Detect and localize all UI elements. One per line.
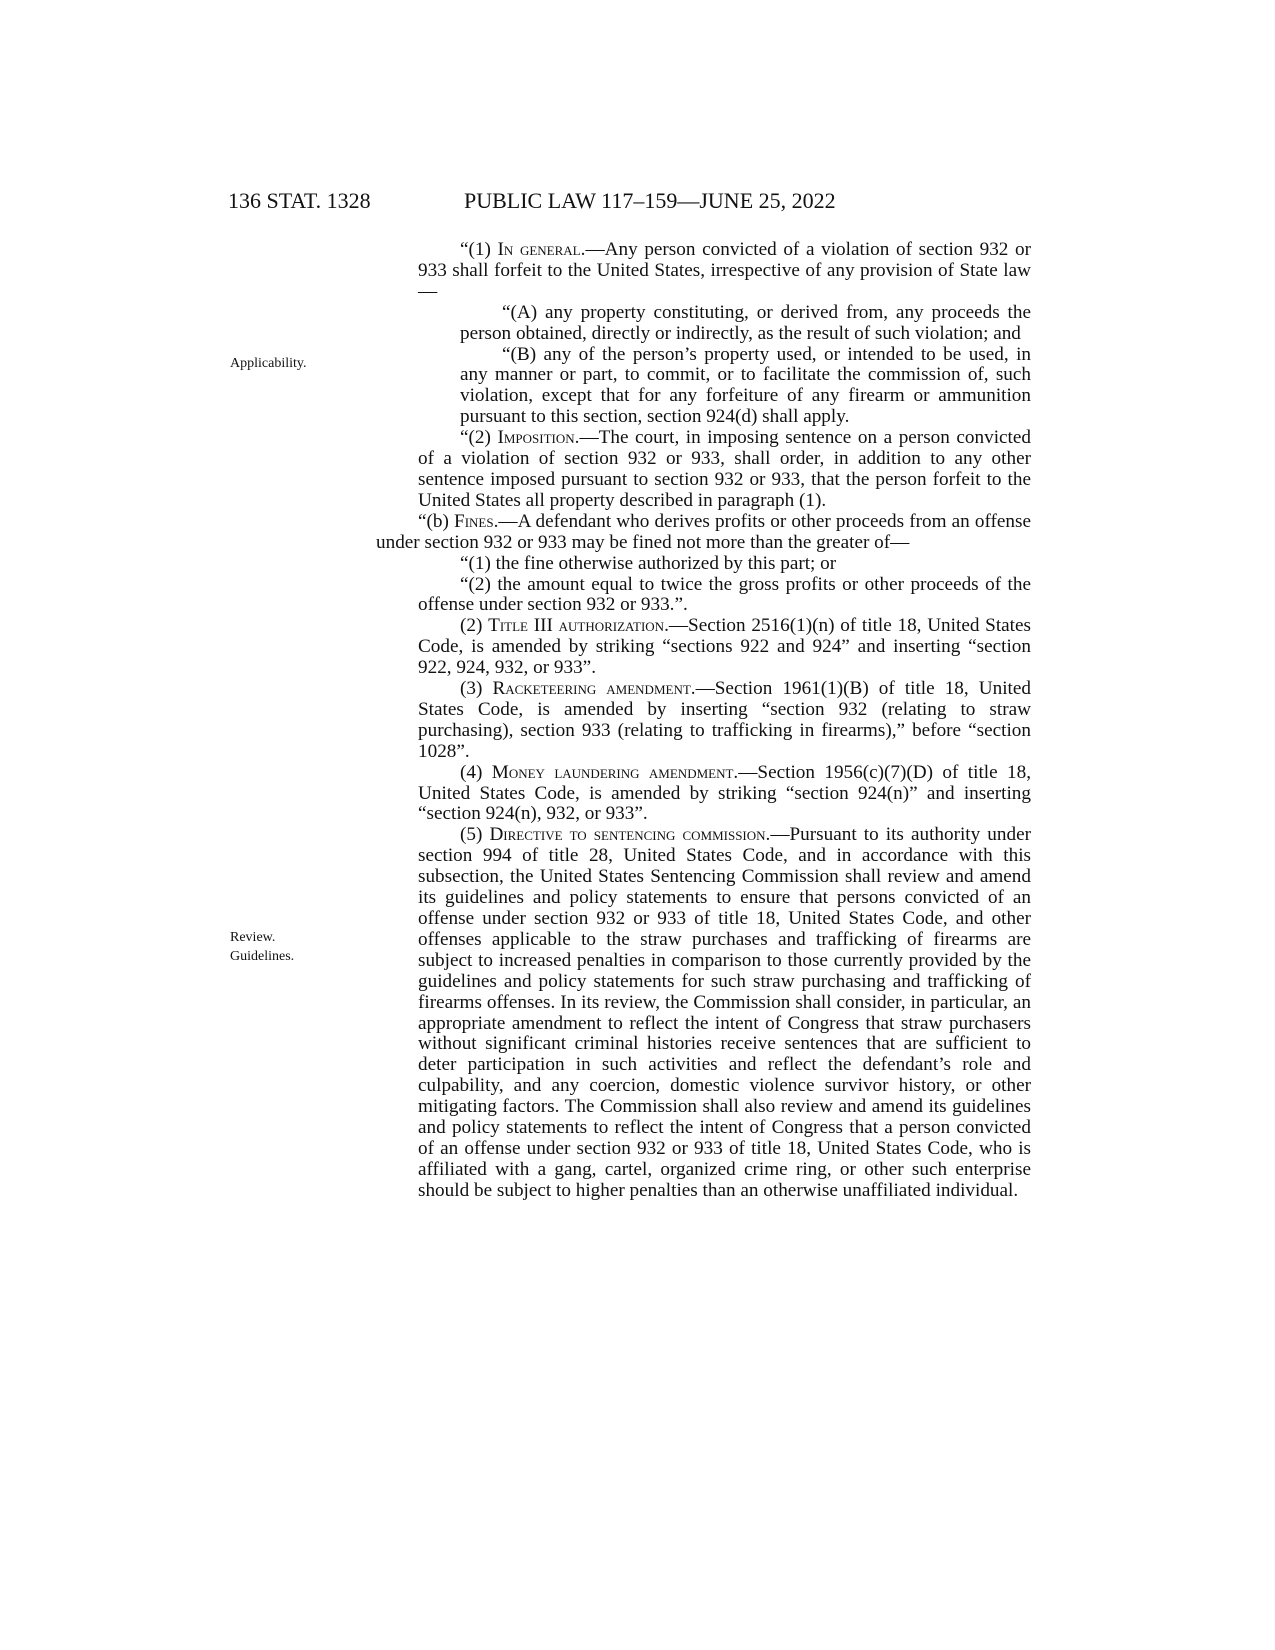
margin-note-applicability: Applicability. [230,356,307,371]
stat-citation: 136 STAT. 1328 [228,188,371,213]
paragraph-2-title-iii [376,616,1031,679]
paragraph-3-racketeering [376,679,1031,763]
paragraph-heading: Directive to sentencing commission [489,824,766,846]
paragraph-lead: (3) [460,678,493,700]
paragraph-text: .—A defendant who derives profits or other proceeds from an offense under section 932 or 933 may be fined not more than the greater of— [376,510,1031,553]
paragraph-lead: “(2) [460,427,498,449]
paragraph-text: .—Any person convicted of a violation of section 932 or 933 shall forfeit to the United States, irrespective of any provision of State law— [418,239,1032,302]
paragraph-lead: “(1) [460,239,498,260]
paragraph-text: “(1) the fine otherwise authorized by this part; or [460,552,837,574]
paragraph-b-fines [376,512,1031,554]
paragraph-text: “(2) the amount equal to twice the gross profits or other proceeds of the offense under section 932 or 933.”. [418,573,1031,616]
paragraph-heading: Fines [454,510,494,532]
margin-note-review: Review. [230,930,276,945]
paragraph-text: “(B) any of the person’s property used, or intended to be used, in any manner or part, to commit, or to facilitate the commission of, such violation, except that for any forfeiture of any firearm or ammunition pursuant to this section, section 924(d) shall apply. [460,343,1031,428]
paragraph-text: .—Pursuant to its authority under section 994 of title 28, United States Code, and in accordance with this subsection, the United States Sentencing Commission shall review and amend its guidelines and policy statements to ensure that persons convicted of an offense under section 932 or 933 of title 18, United States Code, and other offenses applicable to the straw purchases and trafficking of firearms are subject to increased penalties in comparison to those currently provided by the guidelines and policy statements for such straw purchasing and trafficking of firearms offenses. In its review, the Commission shall consider, in particular, an appropriate amendment to reflect the intent of Congress that straw purchasers without significant criminal histories receive sentences that are sufficient to deter participation in such activities and reflect the defendant’s role and culpability, and any coercion, domestic violence survivor history, or other mitigating factors. The Commission shall also review and amend its guidelines and policy statements to reflect the intent of Congress that a person convicted of an offense under section 932 or 933 of title 18, United States Code, who is affiliated with a gang, cartel, organized crime ring, or other such enterprise should be subject to higher penalties than an otherwise unaffiliated individual. [418,824,1031,1201]
paragraph-a2-imposition [376,428,1031,512]
paragraph-4-money-laundering [376,763,1031,826]
paragraph-text: .—The court, in imposing sentence on a person convicted of a violation of section 932 or 933, shall order, in addition to any other sentence imposed pursuant to section 932 or 933, that the person forfeit to the United States all property described in paragraph (1). [418,427,1031,511]
paragraph-text: “(A) any property constituting, or derived from, any proceeds the person obtained, directly or indirectly, as the result of such violation; and [460,301,1031,344]
paragraph-heading: Racketeering amendment [492,678,691,700]
paragraph-heading: In general [497,239,581,260]
paragraph-lead: (4) [460,761,492,783]
paragraph-b1 [376,554,1031,575]
paragraph-b2 [376,575,1031,617]
paragraph-a1-B [376,345,1031,429]
body-text [376,240,1031,1202]
paragraph-text: .—Section 1956(c)(7)(D) of title 18, United States Code, is amended by striking “section 924(n)” and inserting “section 924(n), 932, or 933”. [418,761,1031,825]
paragraph-heading: Imposition [497,427,575,449]
paragraph-lead: “(b) [418,510,455,532]
paragraph-5-sentencing-directive [376,825,1031,1201]
paragraph-a1-A [376,303,1031,345]
running-head: PUBLIC LAW 117–159—JUNE 25, 2022 [464,188,836,213]
paragraph-heading: Title III authorization [488,615,665,637]
paragraph-a1-in-general [376,240,1031,303]
paragraph-lead: (2) [460,615,489,637]
page-header [228,186,928,216]
paragraph-lead: (5) [460,824,490,846]
paragraph-text: .—Section 1961(1)(B) of title 18, United States Code, is amended by inserting “section 932 (relating to straw purchasing), section 933 (relating to trafficking in firearms),” before “section 1028”. [418,678,1031,762]
margin-note-guidelines: Guidelines. [230,949,295,964]
paragraph-text: .—Section 2516(1)(n) of title 18, United States Code, is amended by striking “sections 922 and 924” and inserting “section 922, 924, 932, or 933”. [418,615,1031,679]
paragraph-heading: Money laundering amendment [491,761,734,783]
